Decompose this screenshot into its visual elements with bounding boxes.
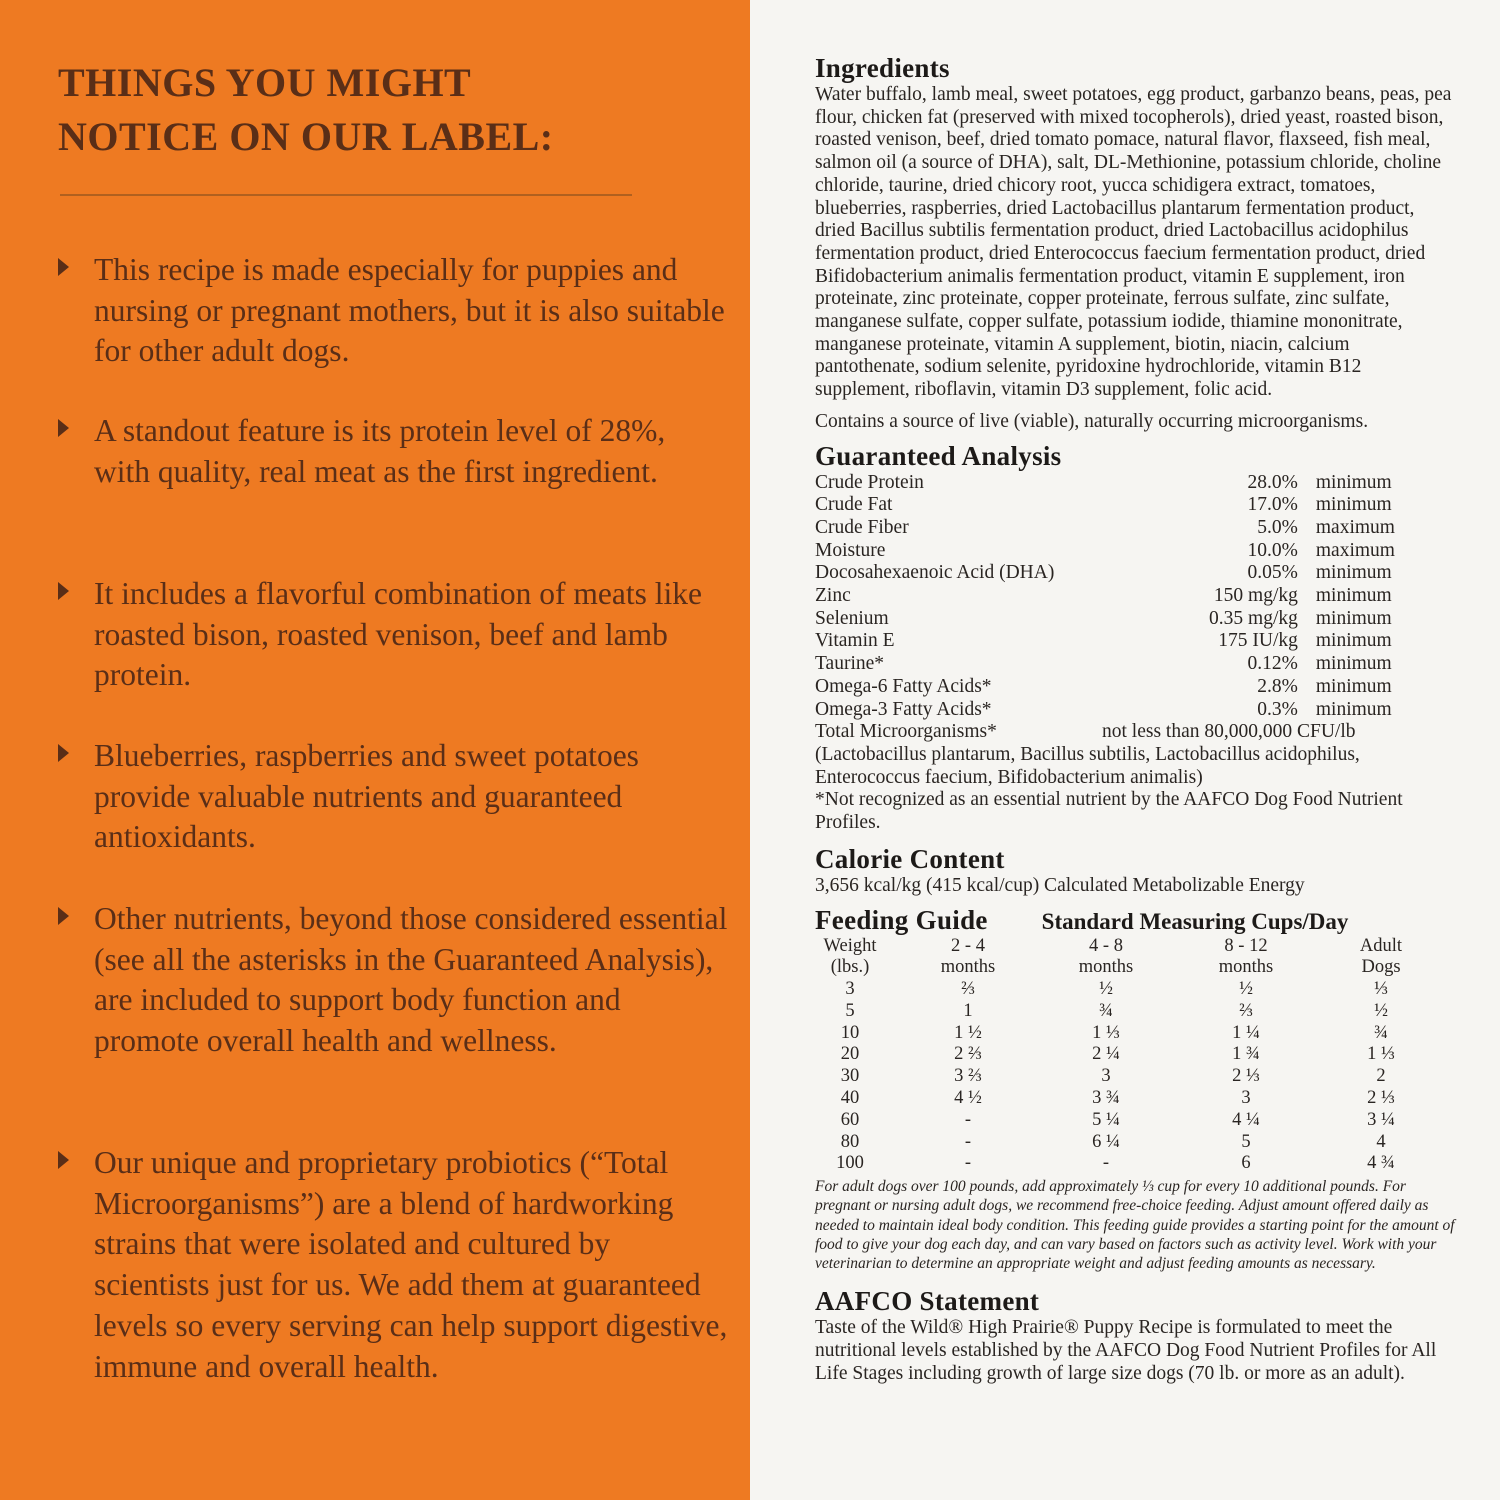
nutrient-name: Crude Fiber [815, 516, 909, 538]
nutrient-name: Selenium [815, 607, 889, 629]
feeding-cell: ½ [1239, 979, 1253, 1000]
feeding-row [815, 1132, 1431, 1154]
nutrient-limit: maximum [1315, 516, 1395, 538]
feeding-cell: 1 [963, 1000, 973, 1021]
feeding-cell: 20 [840, 1044, 860, 1065]
feeding-cell: ⅔ [961, 979, 975, 1000]
feeding-subheading: Standard Measuring Cups/Day [1041, 908, 1349, 934]
nutrient-name: Crude Fat [815, 494, 893, 516]
bullet-item [58, 1143, 728, 1387]
feeding-cell: 1 ⅓ [1367, 1044, 1395, 1065]
bullet-text: It includes a flavorful combination of meats like roasted bison, roasted venison, beef and lamb protein. [94, 576, 702, 693]
nutrient-limit: minimum [1315, 562, 1392, 584]
nutrient-value: 10.0% [1247, 539, 1298, 561]
feeding-cell: months [1218, 957, 1274, 978]
nutrient-value: 0.35 mg/kg [1209, 607, 1298, 629]
triangle-right-icon [58, 744, 69, 762]
microorganisms-strains: (Lactobacillus plantarum, Bacillus subtilis, Lactobacillus acidophilus, Enterococcus faecium, Bifidobacterium animalis) [815, 743, 1360, 788]
feeding-cell: ¾ [1099, 1000, 1113, 1021]
feeding-cell: 4 ½ [954, 1088, 982, 1109]
left-title-line1: THINGS YOU MIGHT [58, 60, 472, 105]
nutrient-value: 175 IU/kg [1218, 630, 1298, 652]
analysis-row [815, 630, 1415, 653]
aafco-text: Taste of the Wild® High Prairie® Puppy Recipe is formulated to meet the nutritional levels established by the AAFCO Dog Food Nutrient Profiles for All Life Stages including growth of large size dogs (70 lb. or more as an adult). [815, 1317, 1437, 1384]
feeding-cell: 1 ¾ [1232, 1044, 1260, 1065]
feeding-cell: 3 ¾ [1092, 1088, 1120, 1109]
nutrient-value: 0.05% [1247, 562, 1298, 584]
feeding-cell: 2 ⅓ [1232, 1066, 1260, 1087]
feeding-cell: months [1078, 957, 1134, 978]
title-divider [60, 194, 632, 196]
nutrient-value: 0.12% [1247, 653, 1298, 675]
bullet-text: This recipe is made especially for puppies and nursing or pregnant mothers, but it is also suitable for other adult dogs. [94, 252, 725, 369]
feeding-cell: Weight [823, 935, 877, 956]
feeding-cell: 4 [1376, 1131, 1386, 1152]
feeding-cell: 2 [1376, 1066, 1386, 1087]
triangle-right-icon [58, 258, 69, 276]
feeding-cell: 3 ⅔ [954, 1066, 982, 1087]
nutrient-name: Omega-3 Fatty Acids* [815, 698, 992, 720]
feeding-cell: 1 ½ [954, 1022, 982, 1043]
feeding-cell: 3 [845, 979, 855, 1000]
feeding-header-row [815, 957, 1431, 979]
bullet-text: A standout feature is its protein level of 28%, with quality, real meat as the first ingredient. [94, 413, 666, 489]
nutrient-limit: minimum [1315, 585, 1392, 607]
feeding-cell: 2 ¼ [1092, 1044, 1120, 1065]
nutrient-value: 150 mg/kg [1213, 585, 1298, 607]
feeding-cell: 4 ¼ [1232, 1109, 1260, 1130]
triangle-right-icon [58, 582, 69, 600]
nutrient-value: 0.3% [1257, 698, 1298, 720]
microorganisms-row [815, 721, 1455, 744]
bullet-item [58, 736, 728, 858]
feeding-cell: 5 [845, 1000, 855, 1021]
nutrient-limit: minimum [1315, 471, 1392, 493]
nutrient-limit: maximum [1315, 539, 1395, 561]
bullet-item [58, 899, 728, 1062]
nutrient-limit: minimum [1315, 630, 1392, 652]
nutrient-limit: minimum [1315, 607, 1392, 629]
feeding-row [815, 1066, 1431, 1088]
feeding-cell: 2 ⅓ [1367, 1088, 1395, 1109]
analysis-row [815, 562, 1415, 585]
nutrient-name: Omega-6 Fatty Acids* [815, 675, 992, 697]
feeding-cell: ½ [1099, 979, 1113, 1000]
feeding-row [815, 1088, 1431, 1110]
triangle-right-icon [58, 419, 69, 437]
feeding-cell: - [964, 1109, 972, 1130]
nutrient-limit: minimum [1315, 698, 1392, 720]
feeding-row [815, 1023, 1431, 1045]
feeding-cell: 3 ¼ [1367, 1109, 1395, 1130]
analysis-table [815, 472, 1415, 722]
nutrient-value: 17.0% [1247, 494, 1298, 516]
feeding-cell: 1 ⅓ [1092, 1022, 1120, 1043]
feeding-cell: 3 [1101, 1066, 1111, 1087]
feeding-cell: 5 ¼ [1092, 1109, 1120, 1130]
feeding-cell: ¾ [1374, 1022, 1388, 1043]
feeding-row [815, 979, 1431, 1001]
feeding-cell: 40 [840, 1088, 860, 1109]
bullet-text: Other nutrients, beyond those considered essential (see all the asterisks in the Guaranteed Analysis), are included to support body function and promote overall health and wellness. [94, 901, 728, 1059]
feeding-cell: - [1102, 1153, 1110, 1174]
feeding-cell: ½ [1374, 1000, 1388, 1021]
feeding-cell: 10 [840, 1022, 860, 1043]
feeding-row [815, 1110, 1431, 1132]
analysis-row [815, 608, 1415, 631]
feeding-header [815, 904, 1455, 936]
nutrient-value: 2.8% [1257, 675, 1298, 697]
analysis-row [815, 676, 1415, 699]
feeding-cell: 6 ¼ [1092, 1131, 1120, 1152]
nutrient-name: Taurine* [815, 653, 885, 675]
feeding-cell: ⅓ [1374, 979, 1388, 1000]
analysis-heading: Guaranteed Analysis [815, 440, 1062, 471]
nutrient-value: 28.0% [1247, 471, 1298, 493]
feeding-cell: 8 - 12 [1224, 935, 1268, 956]
feeding-cell: - [964, 1131, 972, 1152]
nutrient-name: Crude Protein [815, 471, 924, 493]
feeding-cell: Dogs [1361, 957, 1401, 978]
feeding-cell: 30 [840, 1066, 860, 1087]
feeding-cell: 60 [840, 1109, 860, 1130]
contains-note: Contains a source of live (viable), naturally occurring microorganisms. [815, 410, 1369, 432]
triangle-right-icon [58, 1151, 69, 1169]
analysis-row [815, 494, 1415, 517]
feeding-cell: 100 [836, 1153, 864, 1174]
aafco-heading: AAFCO Statement [815, 1286, 1040, 1317]
feeding-row [815, 1001, 1431, 1023]
analysis-row [815, 472, 1415, 495]
feeding-cell: 2 ⅔ [954, 1044, 982, 1065]
bullet-item [58, 574, 728, 696]
analysis-row [815, 540, 1415, 563]
nutrient-value: 5.0% [1257, 516, 1298, 538]
feeding-cell: - [964, 1153, 972, 1174]
feeding-cell: 4 ¾ [1367, 1153, 1395, 1174]
feeding-header-row [815, 936, 1431, 958]
feeding-row [815, 1044, 1431, 1066]
feeding-cell: 6 [1241, 1153, 1251, 1174]
nutrient-name: Docosahexaenoic Acid (DHA) [815, 562, 1055, 584]
ingredients-heading: Ingredients [815, 53, 950, 83]
feeding-note: For adult dogs over 100 pounds, add approximately ⅓ cup for every 10 additional pounds. For pregnant or nursing adult dogs, we recommend free-choice feeding. Adjust amount offered daily as needed to maintain ideal body condition. This feeding guide provides a starting point for the amount of food to give your dog each day, and can vary based on factors such as activity level. Work with your veterinarian to determine an appropriate weight and adjust feeding amounts as necessary. [815, 1178, 1455, 1273]
feeding-cell: 2 - 4 [951, 935, 985, 956]
feeding-cell: 1 ¼ [1232, 1022, 1260, 1043]
bullet-text: Our unique and proprietary probiotics (“Total Microorganisms”) are a blend of hardworking strains that were isolated and cultured by scientists just for us. We add them at guaranteed levels so every serving can help support digestive, immune and overall health. [94, 1145, 728, 1384]
nutrient-limit: minimum [1315, 675, 1392, 697]
bullet-item [58, 411, 728, 492]
analysis-row [815, 699, 1415, 722]
calorie-text: 3,656 kcal/kg (415 kcal/cup) Calculated Metabolizable Energy [815, 874, 1305, 896]
calorie-heading: Calorie Content [815, 843, 1005, 874]
nutrient-limit: minimum [1315, 494, 1392, 516]
analysis-row [815, 653, 1415, 676]
nutrient-limit: minimum [1315, 653, 1392, 675]
feeding-cell: ⅔ [1239, 1000, 1253, 1021]
triangle-right-icon [58, 907, 69, 925]
nutrient-name: Zinc [815, 585, 851, 607]
feeding-cell: Adult [1359, 935, 1403, 956]
feeding-cell: 4 - 8 [1089, 935, 1123, 956]
feeding-cell: 80 [840, 1131, 860, 1152]
feeding-table [815, 936, 1431, 1176]
nutrient-name: Moisture [815, 539, 886, 561]
feeding-row [815, 1153, 1431, 1175]
feeding-cell: months [940, 957, 996, 978]
analysis-row [815, 585, 1415, 608]
feeding-cell: 3 [1241, 1088, 1251, 1109]
bullet-item [58, 250, 728, 372]
microorganisms-name: Total Microorganisms* [815, 721, 997, 743]
feeding-cell: (lbs.) [830, 957, 870, 978]
nutrient-name: Vitamin E [815, 630, 895, 652]
left-title-line2: NOTICE ON OUR LABEL: [58, 114, 554, 159]
ingredients-text: Water buffalo, lamb meal, sweet potatoes, egg product, garbanzo beans, peas, pea flour, chicken fat (preserved with mixed tocopherols), dried yeast, roasted bison, roasted venison, beef, dried tomato pomace, natural flavor, flaxseed, fish meal, salmon oil (a source of DHA), salt, DL-Methionine, potassium chloride, choline chloride, taurine, dried chicory root, yucca schidigera extract, tomatoes, blueberries, raspberries, dried Lactobacillus plantarum fermentation product, dried Bacillus subtilis fermentation product, dried Lactobacillus acidophilus fermentation product, dried Enterococcus faecium fermentation product, dried Bifidobacterium animalis fermentation product, vitamin E supplement, iron proteinate, zinc proteinate, copper proteinate, ferrous sulfate, zinc sulfate, manganese sulfate, copper sulfate, potassium iodide, thiamine mononitrate, manganese proteinate, vitamin A supplement, biotin, niacin, calcium pantothenate, sodium selenite, pyridoxine hydrochloride, vitamin B12 supplement, riboflavin, vitamin D3 supplement, folic acid. [815, 84, 1452, 401]
feeding-cell: 5 [1241, 1131, 1251, 1152]
feeding-heading: Feeding Guide [815, 904, 988, 935]
bullet-text: Blueberries, raspberries and sweet potatoes provide valuable nutrients and guaranteed antioxidants. [94, 738, 639, 855]
analysis-row [815, 517, 1415, 540]
microorganisms-value: not less than 80,000,000 CFU/lb [1102, 721, 1356, 743]
left-title [58, 56, 698, 164]
label-content [815, 52, 1455, 1385]
analysis-footnote: *Not recognized as an essential nutrient by the AAFCO Dog Food Nutrient Profiles. [815, 789, 1403, 834]
